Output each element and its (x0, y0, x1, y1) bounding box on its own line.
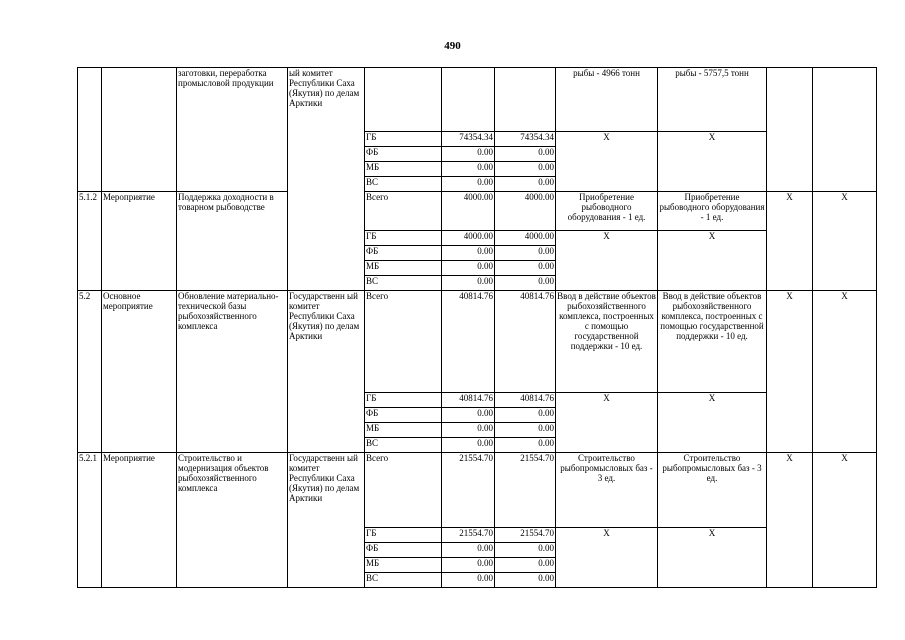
program-table (77, 67, 877, 588)
table-row: ФБ 0.00 0.00 (78, 147, 877, 162)
executor-cell: ый комитет Республики Саха (Якутия) по делам Арктики (288, 68, 365, 291)
table-row: МБ 0.00 0.00 (78, 558, 877, 573)
table-row: ГБ 21554.70 21554.70 Х Х (78, 528, 877, 543)
result-cell: рыбы - 5757,5 тонн (658, 68, 767, 132)
page-number: 490 (444, 40, 461, 52)
table-row: ВС 0.00 0.00 (78, 573, 877, 588)
table-row: ФБ 0.00 0.00 (78, 543, 877, 558)
table-row: МБ 0.00 0.00 (78, 261, 877, 276)
table-row: 5.2.1 Мероприятие Строительство и модернизация объектов рыбохозяйственного комплекса Государственн ый комитет Республики Саха (Якутия) по делам Арктики Всего 21554.70 21554.70 Строительство рыбопромысловых баз - 3 ед. Строительство рыбопромысловых баз - 3 ед. Х Х (78, 453, 877, 528)
table-row: МБ 0.00 0.00 (78, 162, 877, 177)
table-row: ВС 0.00 0.00 (78, 438, 877, 453)
result-cell: рыбы - 4966 тонн (556, 68, 658, 132)
table-row: МБ 0.00 0.00 (78, 423, 877, 438)
activity-name-cell: заготовки, переработка промысловой продукции (177, 68, 288, 192)
table-row: ВС 0.00 0.00 (78, 276, 877, 291)
table-row: ГБ 40814.76 40814.76 Х Х (78, 393, 877, 408)
table-row: 5.2 Основное мероприятие Обновление материально-технической базы рыбохозяйственного комплекса Государственн ый комитет Республики Саха (Якутия) по делам Арктики Всего 40814.76 40814.76 Ввод в действие объектов рыбохозяйственного комплекса, построенных с помощью государственной поддержки - 10 ед. Ввод в действие объектов рыбохозяйственного комплекса, построенных с помощью государственной поддержки - 10 ед. Х Х (78, 291, 877, 393)
table-row: 5.1.2 Мероприятие Поддержка доходности в товарном рыбоводстве Всего 4000.00 4000.00 Приобретение рыбоводного оборудования - 1 ед. Приобретение рыбоводного оборудования - 1 ед. Х Х (78, 192, 877, 231)
table-row: ГБ 74354.34 74354.34 Х Х (78, 132, 877, 147)
table-row: ВС 0.00 0.00 (78, 177, 877, 192)
table-row: ФБ 0.00 0.00 (78, 408, 877, 423)
table-row: ФБ 0.00 0.00 (78, 246, 877, 261)
table-row (78, 68, 877, 132)
table-row: ГБ 4000.00 4000.00 Х Х (78, 231, 877, 246)
